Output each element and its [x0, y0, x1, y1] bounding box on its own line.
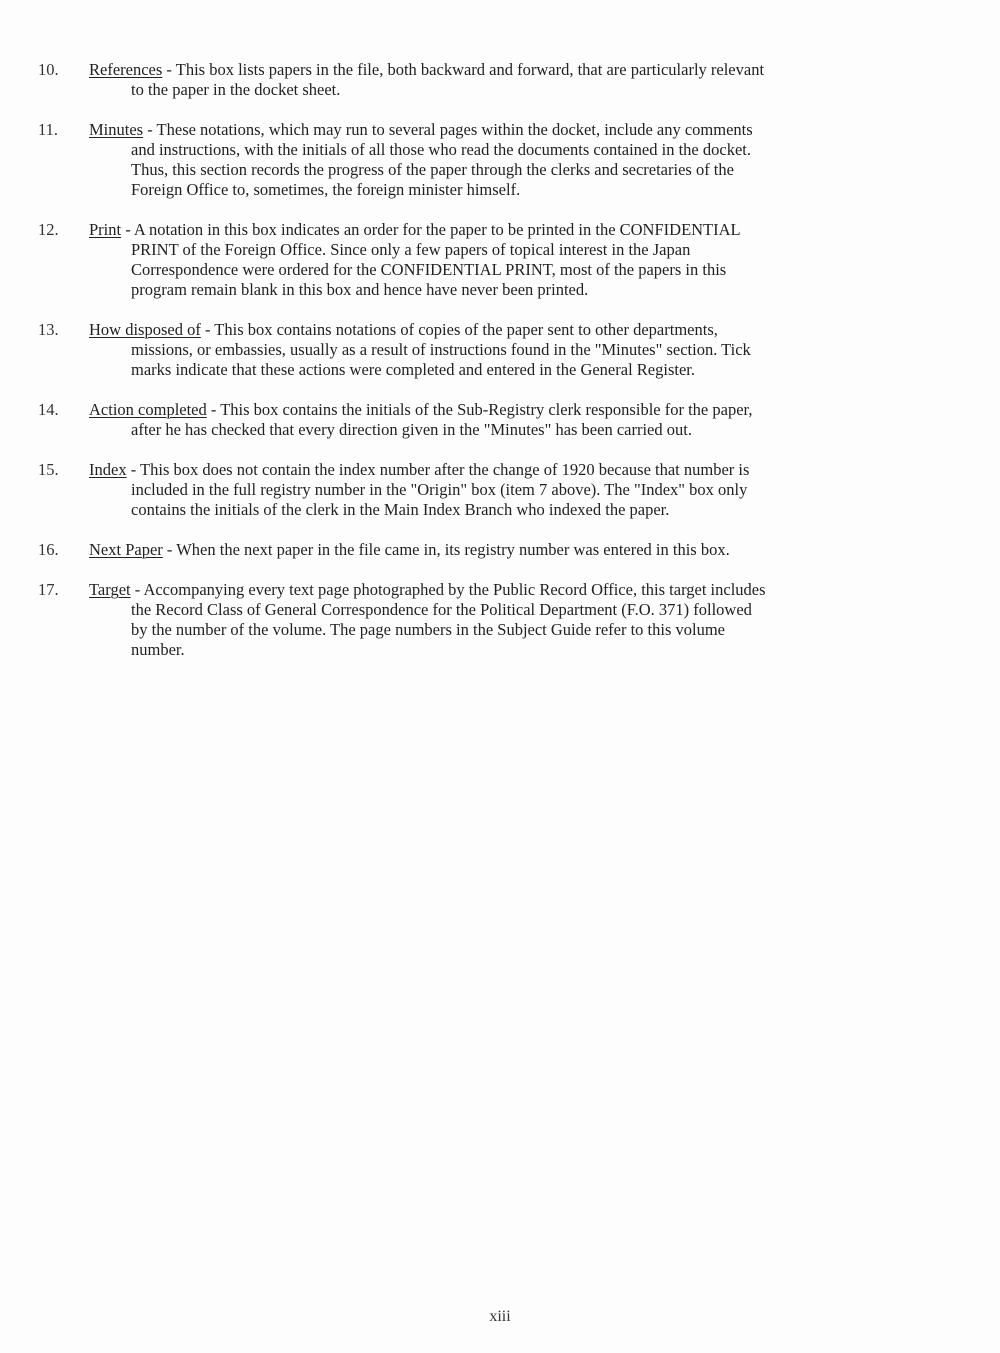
item-text: - This box does not contain the index number after the change of 1920 because that number is: [126, 460, 750, 479]
list-item: [38, 580, 918, 660]
item-number: 13.: [38, 320, 59, 339]
item-term: Target: [89, 580, 131, 599]
item-first-line: [89, 60, 918, 80]
item-line: after he has checked that every direction given in the "Minutes" has been carried out.: [131, 420, 692, 439]
item-first-line: [89, 120, 918, 140]
glossary-list: [38, 60, 918, 680]
item-first-line: [89, 460, 918, 480]
item-text: - This box lists papers in the file, both backward and forward, that are particularly relevant: [162, 60, 765, 79]
item-term: Index: [89, 460, 127, 479]
item-number: 17.: [38, 580, 59, 599]
list-item: [38, 120, 918, 200]
item-first-line: [89, 400, 918, 420]
item-number: 10.: [38, 60, 59, 79]
page-number: xiii: [489, 1308, 511, 1325]
item-line: missions, or embassies, usually as a result of instructions found in the "Minutes" section. Tick: [131, 340, 751, 359]
item-text: - This box contains notations of copies of the paper sent to other departments,: [200, 320, 718, 339]
item-number: 12.: [38, 220, 59, 239]
item-first-line: [89, 320, 918, 340]
item-term: References: [89, 60, 163, 79]
list-item: [38, 320, 918, 380]
item-number: 15.: [38, 460, 59, 479]
item-number: 14.: [38, 400, 59, 419]
item-first-line: [89, 220, 918, 240]
list-item: [38, 460, 918, 520]
item-text: - These notations, which may run to several pages within the docket, include any comments: [143, 120, 753, 139]
list-item: [38, 400, 918, 440]
item-text: - Accompanying every text page photographed by the Public Record Office, this target includes: [130, 580, 766, 599]
item-text: - When the next paper in the file came in, its registry number was entered in this box.: [162, 540, 730, 559]
item-term: Print: [89, 220, 122, 239]
item-line: by the number of the volume. The page numbers in the Subject Guide refer to this volume: [131, 620, 726, 639]
item-term: How disposed of: [89, 320, 201, 339]
item-line: Foreign Office to, sometimes, the foreign minister himself.: [131, 180, 521, 199]
item-first-line: [89, 580, 918, 600]
item-line: Correspondence were ordered for the CONFIDENTIAL PRINT, most of the papers in this: [131, 260, 727, 279]
item-line: to the paper in the docket sheet.: [131, 80, 341, 99]
item-term: Next Paper: [89, 540, 163, 559]
item-first-line: [89, 540, 918, 560]
item-line: PRINT of the Foreign Office. Since only a few papers of topical interest in the Japan: [131, 240, 691, 259]
item-line: marks indicate that these actions were completed and entered in the General Register.: [131, 360, 695, 379]
item-line: number.: [131, 640, 185, 659]
item-line: Thus, this section records the progress of the paper through the clerks and secretaries of the: [131, 160, 734, 179]
item-text: - This box contains the initials of the Sub-Registry clerk responsible for the paper,: [206, 400, 753, 419]
list-item: [38, 540, 918, 560]
item-line: the Record Class of General Correspondence for the Political Department (F.O. 371) followed: [131, 600, 752, 619]
list-item: [38, 220, 918, 300]
list-item: [38, 60, 918, 100]
item-term: Action completed: [89, 400, 207, 419]
item-line: included in the full registry number in the "Origin" box (item 7 above). The "Index" box only: [131, 480, 748, 499]
item-line: program remain blank in this box and hence have never been printed.: [131, 280, 589, 299]
item-term: Minutes: [89, 120, 144, 139]
item-text: - A notation in this box indicates an order for the paper to be printed in the CONFIDENTIAL: [121, 220, 741, 239]
item-number: 16.: [38, 540, 59, 559]
item-line: contains the initials of the clerk in the Main Index Branch who indexed the paper.: [131, 500, 670, 519]
item-number: 11.: [38, 120, 59, 139]
item-line: and instructions, with the initials of all those who read the documents contained in the docket.: [131, 140, 751, 159]
